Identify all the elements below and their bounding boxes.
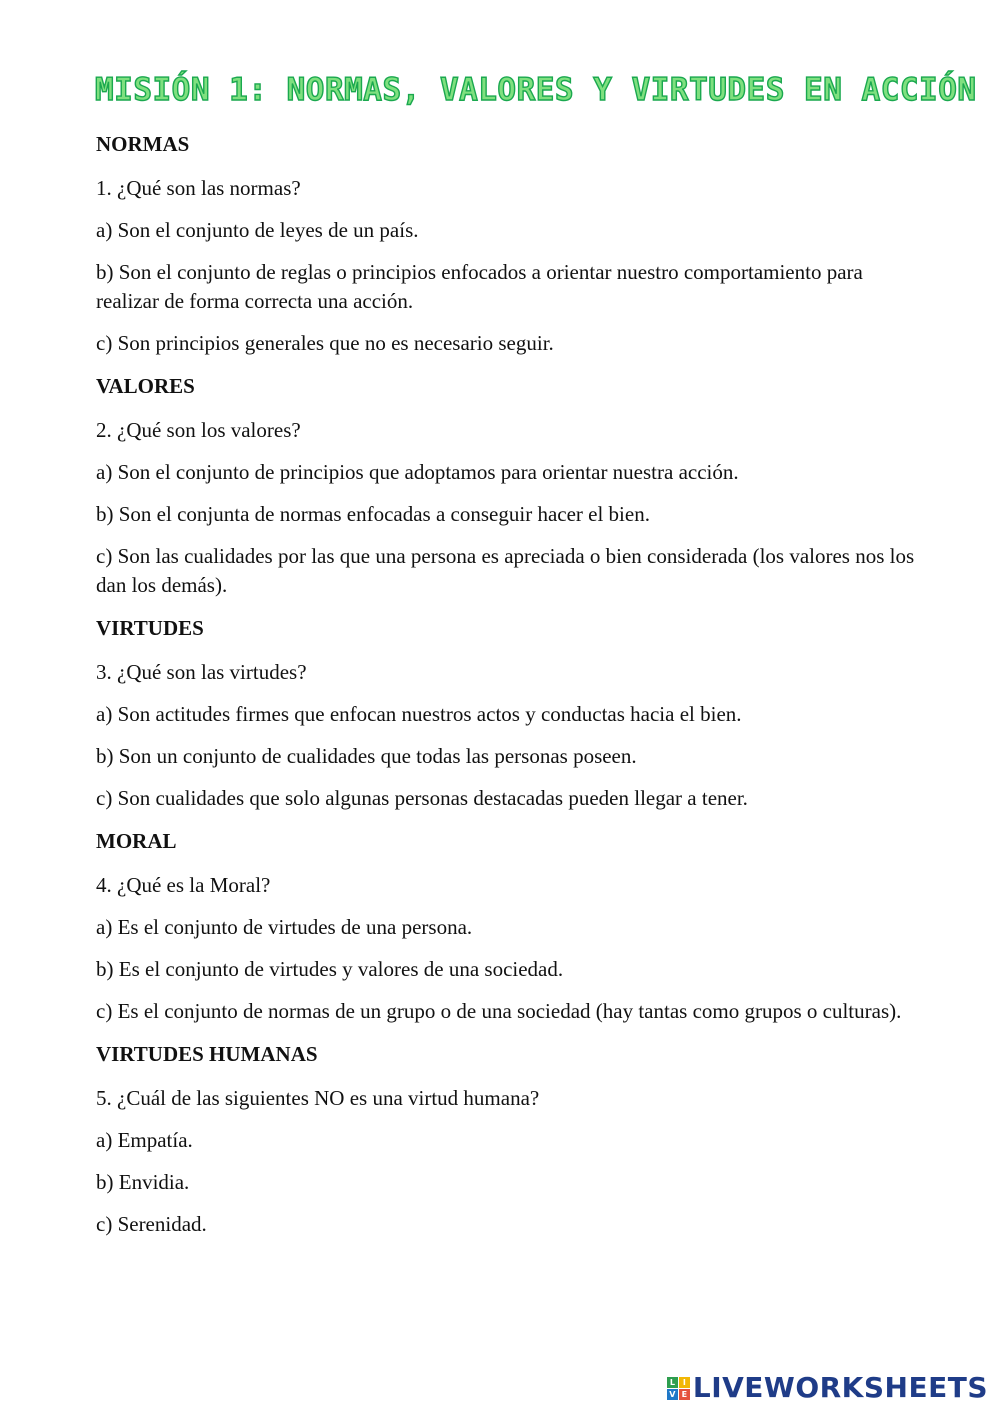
answer-option-b[interactable]: b) Envidia.	[96, 1170, 190, 1194]
question-text: 2. ¿Qué son los valores?	[96, 418, 301, 442]
section-valores	[96, 371, 921, 600]
answer-option-a[interactable]: a) Son el conjunto de leyes de un país.	[96, 218, 419, 242]
question-text: 3. ¿Qué son las virtudes?	[96, 660, 307, 684]
page-title: MISIÓN 1: NORMAS, VALORES Y VIRTUDES EN ACCIÓN	[95, 72, 977, 108]
question-text: 4. ¿Qué es la Moral?	[96, 873, 271, 897]
answer-option-b[interactable]: b) Son el conjunta de normas enfocadas a conseguir hacer el bien.	[96, 502, 650, 526]
answer-option-c[interactable]: c) Es el conjunto de normas de un grupo o de una sociedad (hay tantas como grupos o culturas).	[96, 999, 902, 1023]
section-heading: VIRTUDES HUMANAS	[96, 1042, 318, 1066]
section-heading: MORAL	[96, 829, 177, 853]
section-virtudes-humanas	[96, 1039, 921, 1239]
answer-option-b[interactable]: b) Son un conjunto de cualidades que todas las personas poseen.	[96, 744, 637, 768]
logo-mark-cell-i: I	[679, 1377, 690, 1388]
logo-mark-cell-v: V	[667, 1389, 678, 1400]
liveworksheets-logo-icon	[667, 1377, 690, 1400]
section-moral	[96, 826, 921, 1026]
answer-option-c[interactable]: c) Serenidad.	[96, 1212, 207, 1236]
answer-option-c[interactable]: c) Son cualidades que solo algunas personas destacadas pueden llegar a tener.	[96, 786, 748, 810]
logo-text: LIVEWORKSHEETS	[692, 1371, 988, 1404]
question-text: 5. ¿Cuál de las siguientes NO es una virtud humana?	[96, 1086, 540, 1110]
logo-mark-cell-e: E	[679, 1389, 690, 1400]
worksheet-content	[96, 129, 921, 1252]
section-heading: VALORES	[96, 374, 195, 398]
logo-mark-cell-l: L	[667, 1377, 678, 1388]
question-text: 1. ¿Qué son las normas?	[96, 176, 301, 200]
answer-option-a[interactable]: a) Empatía.	[96, 1128, 193, 1152]
section-normas	[96, 129, 921, 358]
answer-option-a[interactable]: a) Son el conjunto de principios que adoptamos para orientar nuestra acción.	[96, 460, 739, 484]
answer-option-c[interactable]: c) Son principios generales que no es necesario seguir.	[96, 331, 554, 355]
section-heading: NORMAS	[96, 132, 190, 156]
answer-option-b[interactable]: b) Es el conjunto de virtudes y valores de una sociedad.	[96, 957, 564, 981]
answer-option-b[interactable]: b) Son el conjunto de reglas o principios enfocados a orientar nuestro comportamiento para realizar de forma correcta una acción.	[96, 260, 863, 313]
answer-option-a[interactable]: a) Son actitudes firmes que enfocan nuestros actos y conductas hacia el bien.	[96, 702, 742, 726]
answer-option-c[interactable]: c) Son las cualidades por las que una persona es apreciada o bien considerada (los valores nos los dan los demás).	[96, 544, 915, 597]
answer-option-a[interactable]: a) Es el conjunto de virtudes de una persona.	[96, 915, 473, 939]
liveworksheets-logo[interactable]	[667, 1370, 988, 1406]
section-virtudes	[96, 613, 921, 813]
section-heading: VIRTUDES	[96, 616, 204, 640]
